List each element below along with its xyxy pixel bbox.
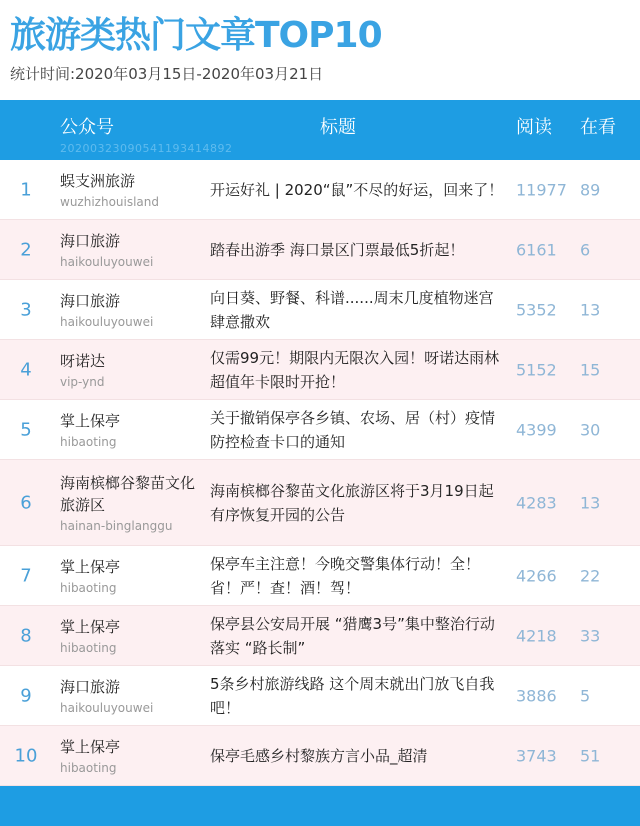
article-title[interactable]: 海南槟榔谷黎苗文化旅游区将于3月19日起有序恢复开园的公告 bbox=[210, 481, 494, 524]
header-watching: 在看 bbox=[580, 117, 616, 138]
account-name: 掌上保亭 bbox=[60, 737, 121, 756]
read-count: 4266 bbox=[516, 566, 557, 585]
account-id: haikouluyouwei bbox=[60, 314, 154, 329]
rank: 1 bbox=[20, 179, 32, 200]
read-count: 5152 bbox=[516, 360, 557, 379]
read-count: 3743 bbox=[516, 746, 557, 765]
read-count: 4283 bbox=[516, 493, 557, 512]
account-id: hainan-binglanggu bbox=[60, 518, 173, 533]
header-title: 标题 bbox=[320, 117, 356, 138]
rank: 10 bbox=[14, 745, 38, 766]
account bbox=[60, 736, 200, 776]
account-id: hibaoting bbox=[60, 640, 117, 655]
table-row[interactable] bbox=[0, 726, 640, 786]
account-id: wuzhizhouisland bbox=[60, 194, 160, 209]
watch-count: 89 bbox=[580, 180, 601, 199]
read-count: 4399 bbox=[516, 420, 557, 439]
rank: 8 bbox=[20, 625, 32, 646]
footer-bar bbox=[0, 786, 640, 826]
article-title[interactable]: 关于撤销保亭各乡镇、农场、居（村）疫情防控检查卡口的通知 bbox=[210, 408, 496, 451]
watch-count: 51 bbox=[580, 746, 601, 765]
table-row[interactable] bbox=[0, 220, 640, 280]
ranking-table bbox=[0, 160, 640, 786]
rank: 9 bbox=[20, 685, 32, 706]
account-id: hibaoting bbox=[60, 434, 117, 449]
account-name: 海口旅游 bbox=[60, 231, 121, 250]
page-title: 旅游类热门文章TOP10 bbox=[10, 15, 382, 56]
table-row[interactable] bbox=[0, 400, 640, 460]
table-row[interactable] bbox=[0, 160, 640, 220]
watch-count: 33 bbox=[580, 626, 601, 645]
watch-count: 6 bbox=[580, 240, 591, 259]
date-range: 统计时间:2020年03月15日-2020年03月21日 bbox=[10, 65, 324, 83]
account bbox=[60, 290, 200, 330]
watch-count: 13 bbox=[580, 300, 601, 319]
rank: 2 bbox=[20, 239, 32, 260]
table-row[interactable] bbox=[0, 606, 640, 666]
account bbox=[60, 472, 200, 534]
table-row[interactable] bbox=[0, 546, 640, 606]
account bbox=[60, 230, 200, 270]
rank: 5 bbox=[20, 419, 32, 440]
rank: 3 bbox=[20, 299, 32, 320]
article-title[interactable]: 踏春出游季 海口景区门票最低5折起！ bbox=[210, 240, 465, 259]
article-title[interactable]: 保亭毛感乡村黎族方言小品_超清 bbox=[210, 746, 428, 765]
account bbox=[60, 410, 200, 450]
account-name: 海口旅游 bbox=[60, 677, 121, 696]
account-id: hibaoting bbox=[60, 580, 117, 595]
read-count: 3886 bbox=[516, 686, 557, 705]
account-name: 掌上保亭 bbox=[60, 617, 121, 636]
account-name: 蜈支洲旅游 bbox=[60, 171, 136, 190]
account-name: 海南槟榔谷黎苗文化旅游区 bbox=[60, 473, 196, 514]
account-name: 掌上保亭 bbox=[60, 411, 121, 430]
rank: 6 bbox=[20, 492, 32, 513]
account bbox=[60, 556, 200, 596]
read-count: 6161 bbox=[516, 240, 557, 259]
read-count: 11977 bbox=[516, 180, 567, 199]
table-row[interactable] bbox=[0, 460, 640, 546]
rank: 4 bbox=[20, 359, 32, 380]
article-title[interactable]: 5条乡村旅游线路 这个周末就出门放飞自我吧！ bbox=[210, 674, 495, 717]
account bbox=[60, 350, 200, 390]
header-account: 公众号 bbox=[60, 117, 114, 138]
account-id: vip-ynd bbox=[60, 374, 105, 389]
account-id: haikouluyouwei bbox=[60, 254, 154, 269]
article-title[interactable]: 开运好礼 | 2020“鼠”不尽的好运，回来了！ bbox=[210, 180, 504, 199]
header-note: 20200323090541193414892 bbox=[60, 142, 233, 155]
rank: 7 bbox=[20, 565, 32, 586]
article-title[interactable]: 保亭县公安局开展 “猎鹰3号”集中整治行动 落实 “路长制” bbox=[210, 614, 495, 657]
account bbox=[60, 616, 200, 656]
read-count: 4218 bbox=[516, 626, 557, 645]
account-id: hibaoting bbox=[60, 760, 117, 775]
table-row[interactable] bbox=[0, 340, 640, 400]
table-row[interactable] bbox=[0, 280, 640, 340]
account bbox=[60, 676, 200, 716]
watch-count: 30 bbox=[580, 420, 601, 439]
account-name: 掌上保亭 bbox=[60, 557, 121, 576]
article-title[interactable]: 仅需99元！期限内无限次入园！呀诺达雨林超值年卡限时开抢！ bbox=[210, 348, 500, 391]
watch-count: 15 bbox=[580, 360, 601, 379]
account-id: haikouluyouwei bbox=[60, 700, 154, 715]
table-header bbox=[0, 100, 640, 160]
watch-count: 5 bbox=[580, 686, 591, 705]
watch-count: 22 bbox=[580, 566, 601, 585]
table-row[interactable] bbox=[0, 666, 640, 726]
account-name: 呀诺达 bbox=[60, 351, 106, 370]
watch-count: 13 bbox=[580, 493, 601, 512]
account-name: 海口旅游 bbox=[60, 291, 121, 310]
header-reads: 阅读 bbox=[516, 117, 552, 138]
article-title[interactable]: 保亭车主注意！今晚交警集体行动！全！省！严！查！酒！驾！ bbox=[210, 554, 481, 597]
read-count: 5352 bbox=[516, 300, 557, 319]
account bbox=[60, 170, 200, 210]
article-title[interactable]: 向日葵、野餐、科谱......周末几度植物迷宫肆意撒欢 bbox=[210, 288, 494, 331]
